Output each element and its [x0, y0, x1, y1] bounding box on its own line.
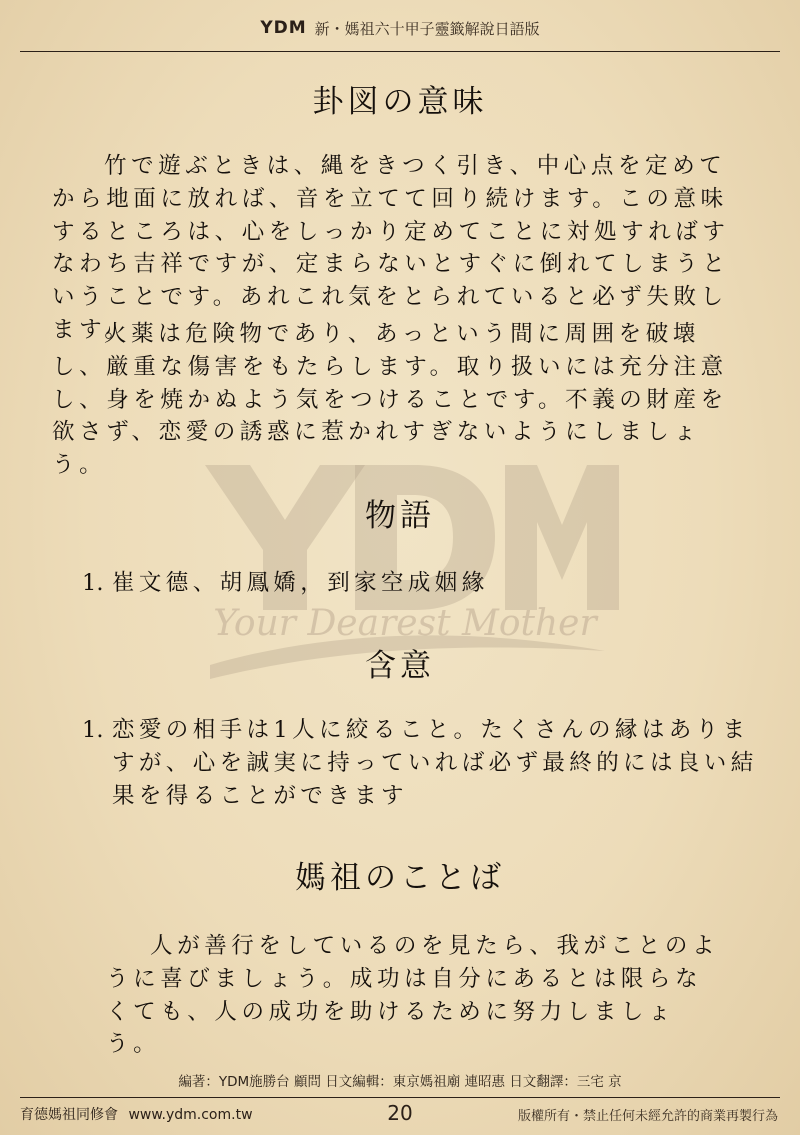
ydm-logo: YDM	[260, 18, 307, 38]
heading-implication: 含意	[365, 648, 435, 684]
story-item-text: 崔文德、胡鳳嬌，到家空成姻緣	[112, 570, 489, 596]
website-link[interactable]: www.ydm.com.tw	[128, 1107, 253, 1123]
meaning-paragraph-1: 竹で遊ぶときは、縄をきつく引き、中心点を定めてから地面に放れば、音を立てて回り続けます。この意味するところは、心をしっかり定めてことに対処すればすなわち吉祥ですが、定まらないとすぐに倒れてしまうということです。あれこれ気をとられていると必ず失敗します。	[52, 153, 730, 343]
implication-item-number: 1.	[82, 717, 104, 743]
footer-divider	[20, 1097, 780, 1098]
mazu-words-paragraph: 人が善行をしているのを見たら、我がことのように喜びましょう。成功は自分にあるとは限らなくても、人の成功を助けるために努力しましょう。	[106, 933, 720, 1058]
page-header	[0, 14, 800, 42]
document-title: 新・媽祖六十甲子靈籤解說日語版	[314, 19, 540, 38]
org-name: 育德媽祖同修會	[20, 1107, 118, 1123]
copyright-notice: 版權所有・禁止任何未經允許的商業再製行為	[517, 1109, 778, 1124]
heading-story: 物語	[365, 498, 435, 534]
implication-item	[82, 714, 762, 813]
page-number: 20	[387, 1101, 413, 1125]
implication-item-text: 恋愛の相手は1人に絞ること。たくさんの縁はありますが、心を誠実に持っていれば必ず最終的には良い結果を得ることができます	[112, 717, 758, 809]
header-divider	[20, 51, 780, 52]
footer-org	[20, 1104, 253, 1124]
heading-mazu-words: 媽祖のことば	[295, 860, 505, 896]
meaning-paragraph-2: 火薬は危険物であり、あっという間に周囲を破壊し、厳重な傷害をもたらします。取り扱いには充分注意し、身を焼かぬよう気をつけることです。不義の財産を欲さず、恋愛の誘惑に惹かれすぎないようにしましょう。	[52, 321, 728, 479]
heading-meaning: 卦図の意味	[312, 84, 488, 120]
watermark-tagline: Your Dearest Mother	[213, 603, 597, 644]
credits-line: 編著：YDM施勝台 顧問 日文編輯：東京媽祖廟 連昭惠 日文翻譯：三宅 京	[178, 1074, 622, 1090]
story-item-number: 1.	[82, 570, 104, 596]
story-item	[82, 567, 762, 600]
